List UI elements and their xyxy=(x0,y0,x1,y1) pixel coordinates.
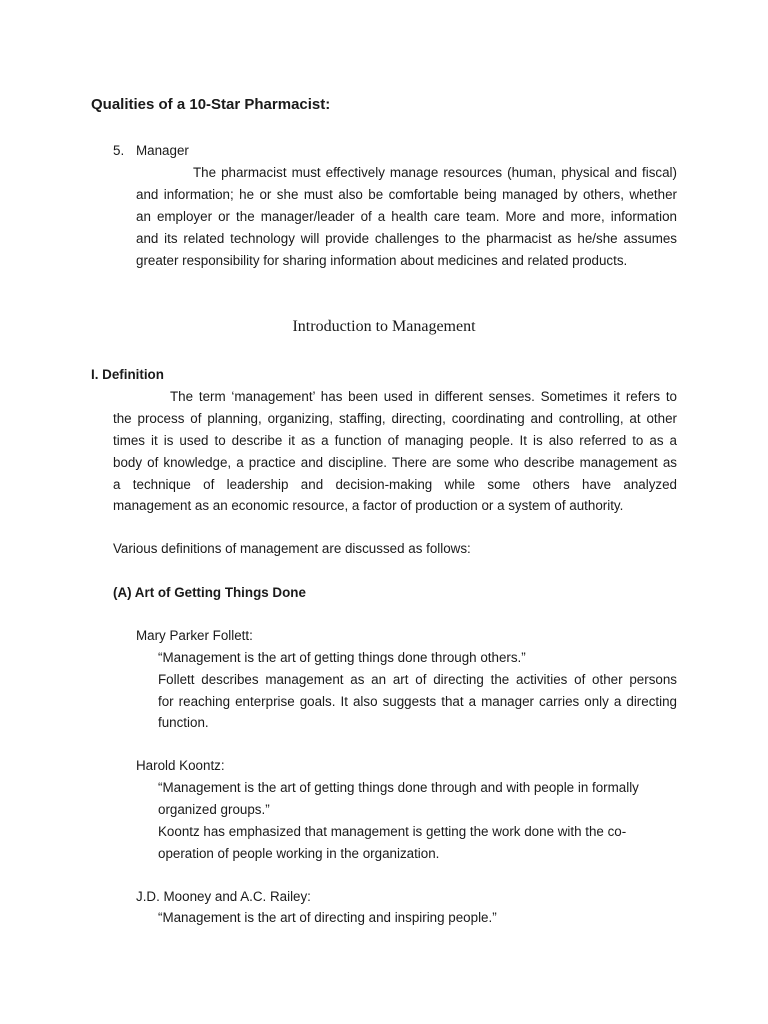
paragraph-line: an employer or the manager/leader of a health care team. More and more, information xyxy=(136,209,677,224)
paragraph-line: body of knowledge, a practice and discipline. There are some who describe management as xyxy=(113,455,677,470)
paragraph-line: management as an economic resource, a factor of production or a system of authority. xyxy=(113,498,624,513)
definition-heading: I. Definition xyxy=(91,367,164,382)
paragraph-line: The term ‘management’ has been used in different senses. Sometimes it refers to xyxy=(170,389,677,404)
author-name: J.D. Mooney and A.C. Railey: xyxy=(136,889,311,904)
paragraph-line: and information; he or she must also be comfortable being managed by others, whether xyxy=(136,187,677,202)
list-number: 5. xyxy=(113,143,125,158)
list-item-label: Manager xyxy=(136,143,189,158)
paragraph-line: greater responsibility for sharing information about medicines and related products. xyxy=(136,253,628,268)
paragraph-line: function. xyxy=(158,715,209,730)
quote-line: “Management is the art of getting things done through and with people in formally xyxy=(158,780,639,795)
quote-line: “Management is the art of directing and inspiring people.” xyxy=(158,910,497,925)
paragraph-line: The pharmacist must effectively manage resources (human, physical and fiscal) xyxy=(193,165,677,180)
paragraph-line: operation of people working in the organization. xyxy=(158,846,440,861)
paragraph-line: for reaching enterprise goals. It also suggests that a manager carries only a directing xyxy=(158,694,677,709)
section-title: Introduction to Management xyxy=(292,318,476,335)
paragraph-line: Koontz has emphasized that management is getting the work done with the co- xyxy=(158,824,627,839)
definitions-intro: Various definitions of management are discussed as follows: xyxy=(113,541,471,556)
paragraph-line: and its related technology will provide challenges to the pharmacist as he/she assumes xyxy=(136,231,677,246)
paragraph-line: a technique of leadership and decision-making while some others have analyzed xyxy=(113,477,677,492)
paragraph-line: times it is used to describe it as a function of managing people. It is also referred to as a xyxy=(113,433,677,448)
quote-line: “Management is the art of getting things done through others.” xyxy=(158,650,526,665)
paragraph-line: Follett describes management as an art of directing the activities of other persons xyxy=(158,672,677,687)
author-name: Mary Parker Follett: xyxy=(136,628,253,643)
subsection-heading: (A) Art of Getting Things Done xyxy=(113,585,306,600)
document-title: Qualities of a 10-Star Pharmacist: xyxy=(91,96,331,113)
paragraph-line: the process of planning, organizing, staffing, directing, coordinating and controlling, at other xyxy=(113,411,677,426)
author-name: Harold Koontz: xyxy=(136,758,225,773)
quote-line: organized groups.” xyxy=(158,802,270,817)
